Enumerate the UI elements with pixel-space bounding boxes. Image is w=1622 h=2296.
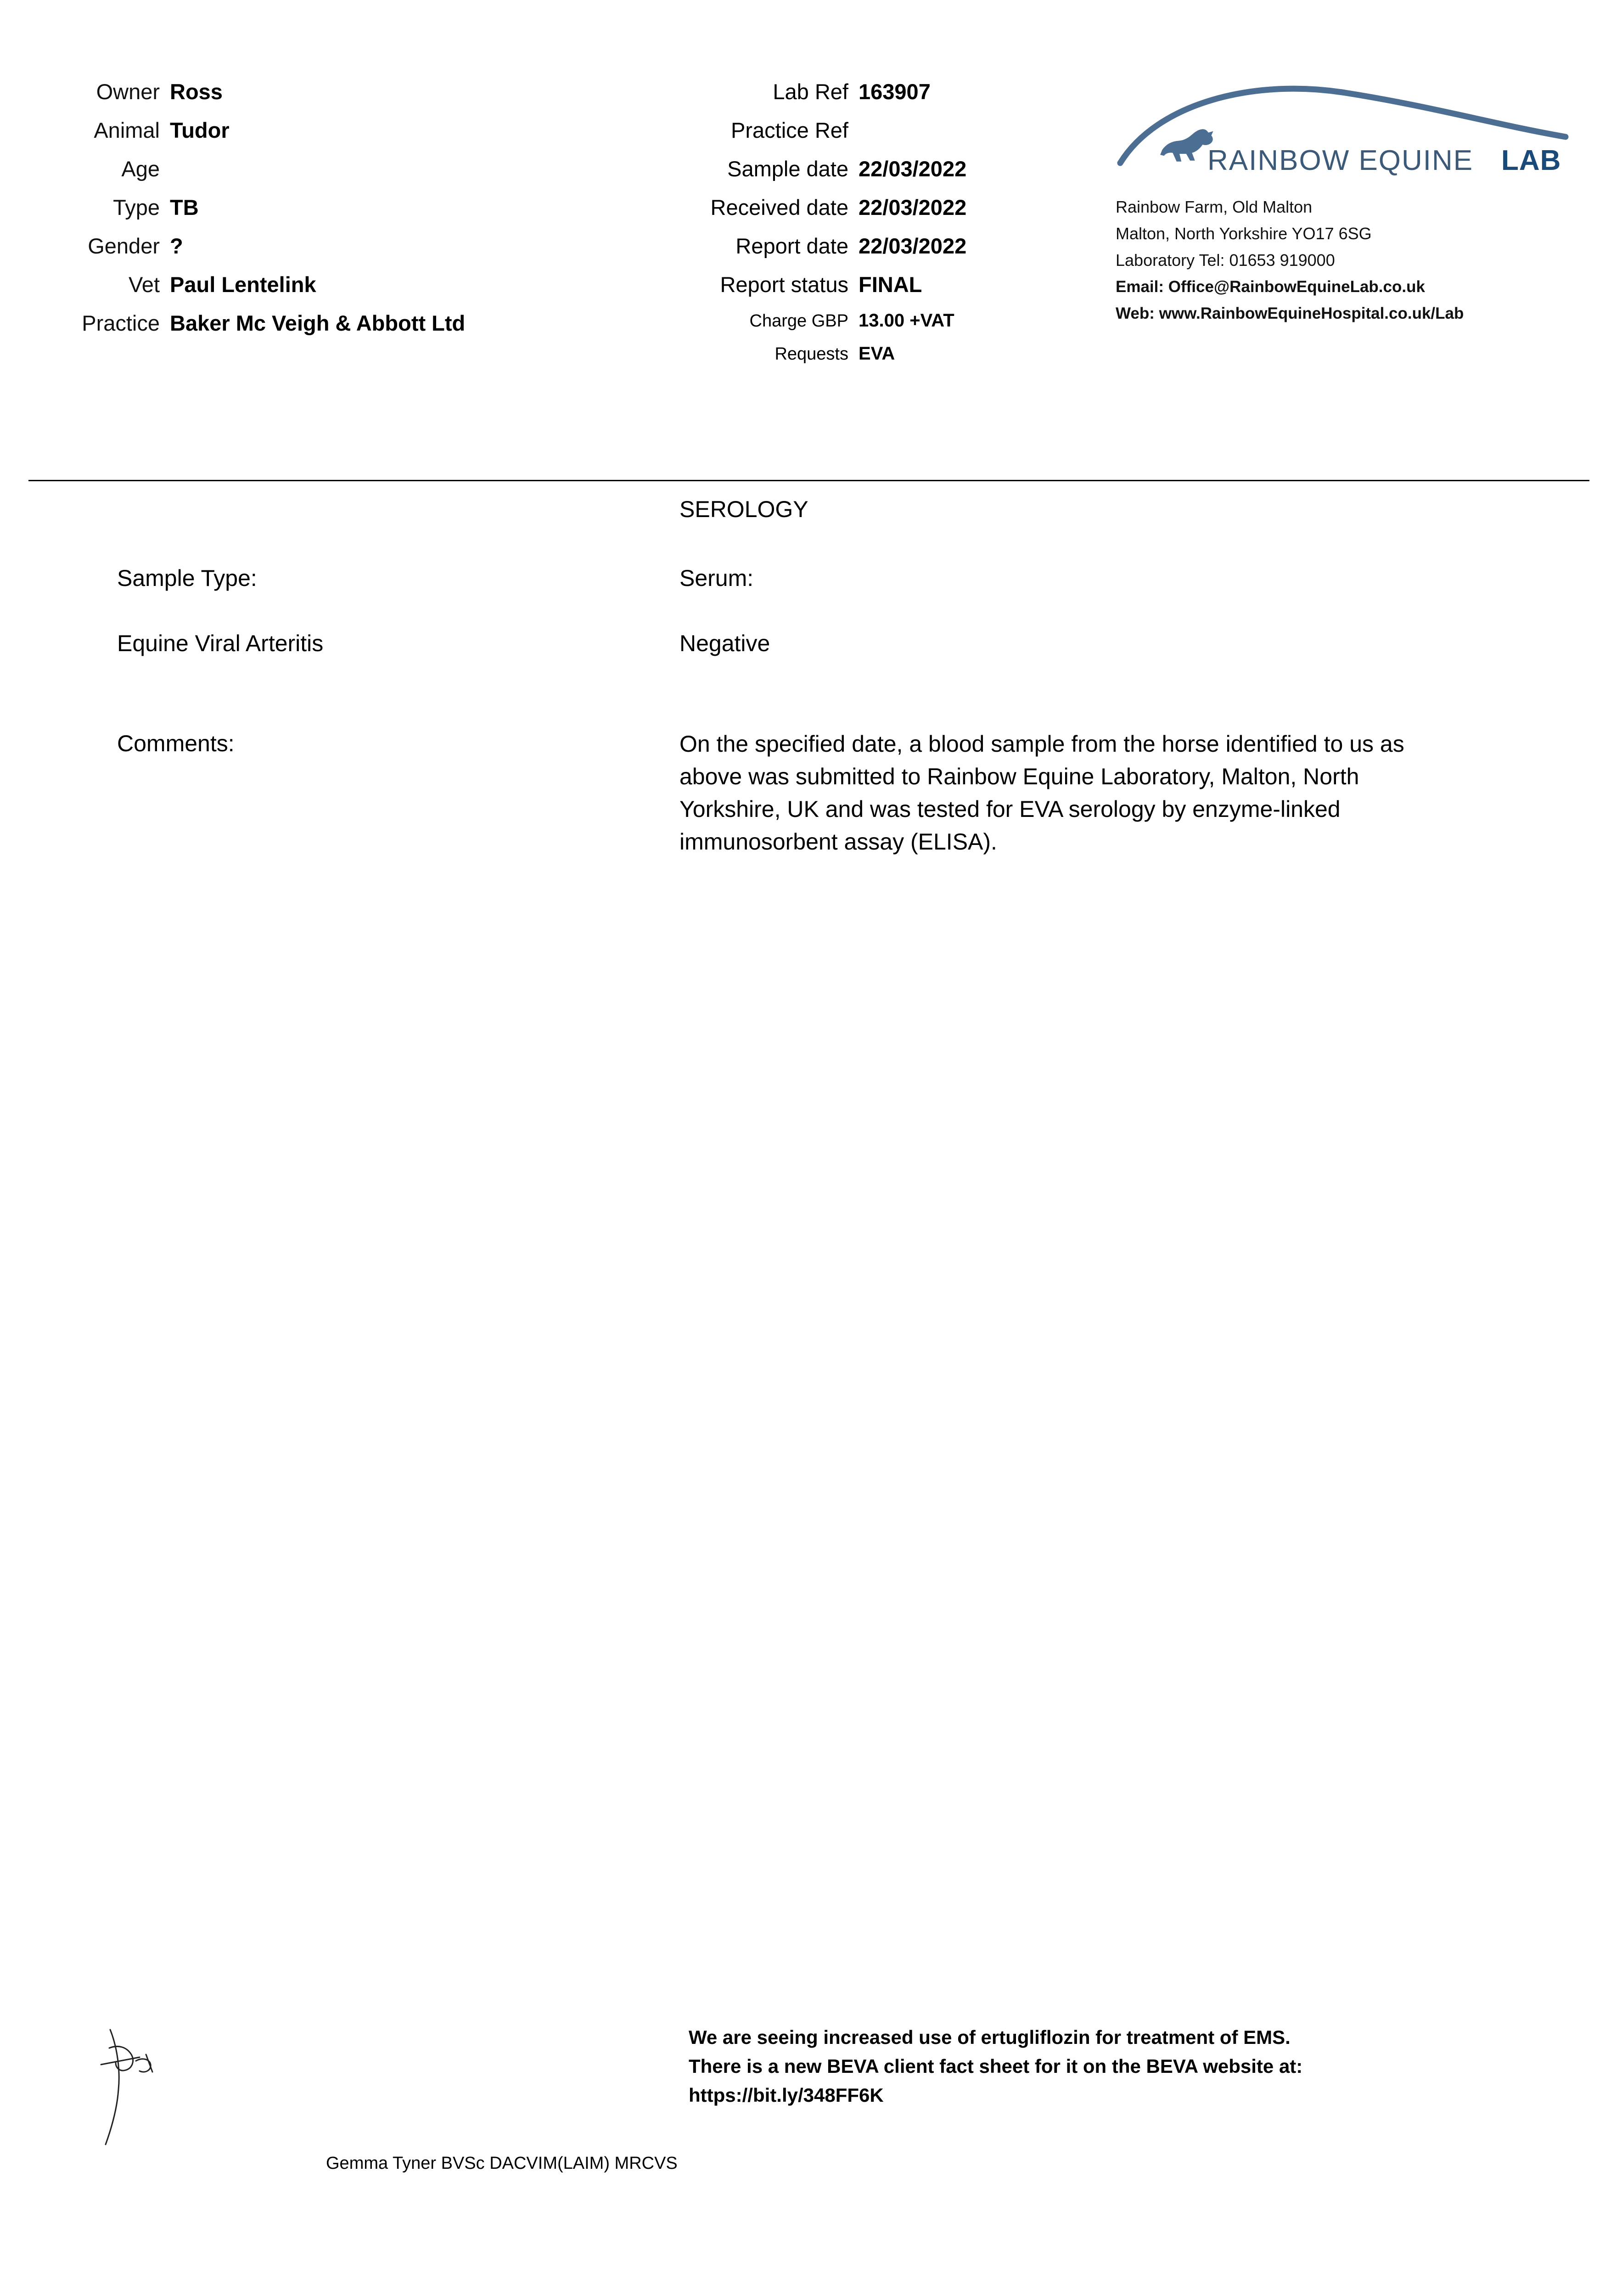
sample-date-label: Sample date	[727, 157, 848, 181]
lab-row	[542, 195, 1070, 233]
signer-name: Gemma Tyner BVSc DACVIM(LAIM) MRCVS	[326, 2154, 678, 2173]
header-divider	[28, 480, 1589, 481]
received-date-value: 22/03/2022	[859, 195, 967, 219]
practice-label: Practice	[82, 311, 160, 335]
lab-row	[542, 118, 1070, 156]
footer-notice-line-1: We are seeing increased use of ertugliflozin for treatment of EMS.	[689, 2026, 1291, 2048]
sample-type-label: Sample Type:	[117, 565, 257, 591]
lab-row	[542, 156, 1070, 195]
requests-value: EVA	[859, 343, 895, 364]
eva-test-result: Negative	[679, 630, 770, 656]
footer-notice-link[interactable]: https://bit.ly/348FF6K	[689, 2084, 884, 2106]
owner-label: Owner	[96, 79, 160, 104]
animal-label: Animal	[94, 118, 160, 142]
lab-branding-block	[1116, 83, 1598, 327]
lab-address	[1116, 194, 1598, 327]
animal-value: Tudor	[170, 118, 230, 142]
address-line-3: Laboratory Tel: 01653 919000	[1116, 251, 1335, 270]
requests-label: Requests	[775, 344, 848, 364]
rainbow-equine-lab-logo	[1116, 83, 1579, 188]
lab-website: Web: www.RainbowEquineHospital.co.uk/Lab	[1116, 304, 1464, 322]
report-header	[0, 69, 1622, 390]
report-status-value: FINAL	[859, 272, 922, 297]
lab-row	[542, 272, 1070, 310]
signature-icon	[92, 2020, 220, 2158]
sample-date-value: 22/03/2022	[859, 157, 967, 181]
sample-type-value: Serum:	[679, 565, 754, 591]
report-date-label: Report date	[735, 234, 848, 258]
type-value: TB	[170, 195, 199, 219]
owner-value: Ross	[170, 79, 223, 104]
svg-text:LAB: LAB	[1501, 145, 1561, 176]
practice-value: Baker Mc Veigh & Abbott Ltd	[170, 311, 466, 335]
lab-row	[542, 343, 1070, 377]
footer-notice-line-2: There is a new BEVA client fact sheet for it on the BEVA website at:	[689, 2055, 1303, 2077]
lab-row	[542, 310, 1070, 343]
comments-label: Comments:	[117, 731, 235, 756]
gender-value: ?	[170, 234, 183, 258]
lab-ref-value: 163907	[859, 79, 931, 104]
age-label: Age	[121, 157, 160, 181]
practice-ref-label: Practice Ref	[731, 118, 848, 142]
charge-value: 13.00 +VAT	[859, 310, 954, 331]
report-date-value: 22/03/2022	[859, 234, 967, 258]
address-line-1: Rainbow Farm, Old Malton	[1116, 197, 1313, 216]
lab-details-block	[542, 79, 1070, 377]
eva-test-label: Equine Viral Arteritis	[117, 630, 324, 656]
charge-label: Charge GBP	[749, 311, 848, 331]
footer-notice	[689, 2023, 1561, 2110]
vet-label: Vet	[129, 272, 160, 297]
type-label: Type	[113, 195, 160, 219]
comments-text: On the specified date, a blood sample from the horse identified to us as above was submitted to Rainbow Equine Laboratory, Malton, North Yorkshire, UK and was tested for EVA serology by enzyme-linked immunosorbent assay (ELISA).	[679, 731, 1404, 855]
vet-value: Paul Lentelink	[170, 272, 316, 297]
gender-label: Gender	[88, 234, 160, 258]
report-status-label: Report status	[720, 272, 848, 297]
svg-text:RAINBOW EQUINE: RAINBOW EQUINE	[1207, 145, 1474, 176]
lab-row	[542, 233, 1070, 272]
address-line-2: Malton, North Yorkshire YO17 6SG	[1116, 224, 1372, 243]
received-date-label: Received date	[710, 195, 848, 219]
lab-ref-label: Lab Ref	[773, 79, 848, 104]
section-title-serology: SEROLOGY	[679, 496, 808, 522]
lab-row	[542, 79, 1070, 118]
lab-email: Email: Office@RainbowEquineLab.co.uk	[1116, 278, 1425, 296]
